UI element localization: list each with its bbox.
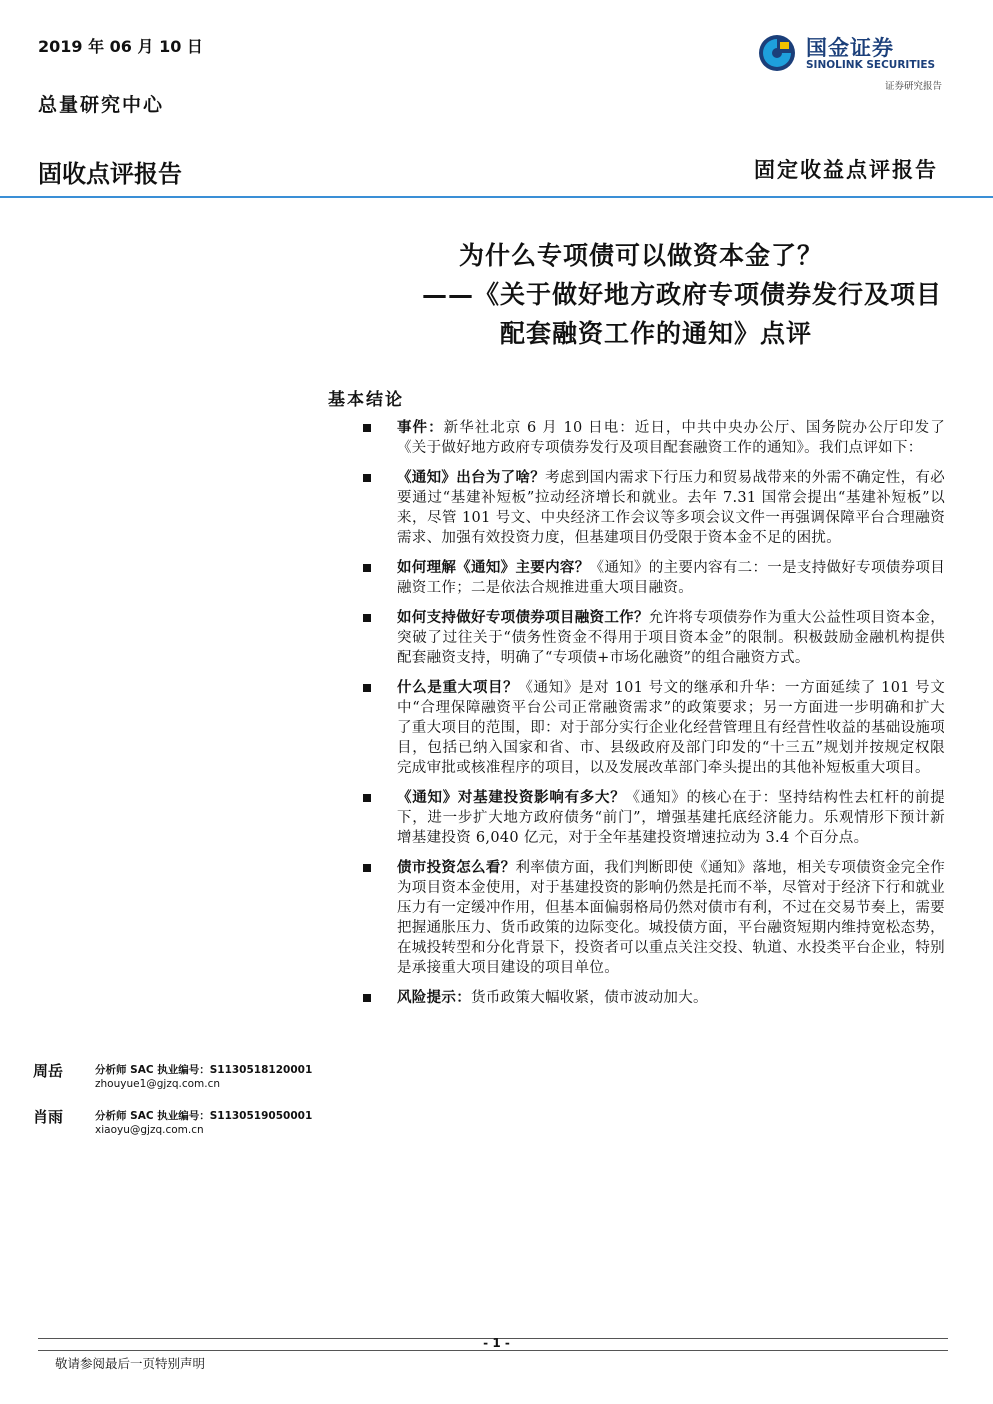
bullet-lead: 什么是重大项目？ [397,679,519,696]
bullet-square-icon [363,614,371,622]
bullet-square-icon [363,684,371,692]
list-item [360,858,945,978]
sinolink-logo-icon [758,34,796,72]
key-conclusions-list [360,418,945,1008]
analyst-certificate: 分析师 SAC 执业编号：S1130519050001 [95,1110,313,1122]
bullet-square-icon [363,864,371,872]
bullet-text: 《通知》是对 101 号文的继承和升华：一方面延续了 101 号文中“合理保障融资平台公司正常融资需求”的政策要求；另一方面进一步明确和扩大了重大项目的范围，即：对于部分实行企业化经营管理且有经营性收益的基础设施项目，包括已纳入国家和省、市、县级政府及部门印发的“十三五”规划并按规定权限完成审批或核准程序的项目，以及发展改革部门牵头提出的其他补短板重大项目。 [397,680,946,776]
bullet-text: 《通知》的主要内容有二：一是支持做好专项债券项目融资工作；二是依法合规推进重大项目融资。 [397,560,945,596]
bullet-lead: 事件： [397,419,444,436]
list-item [360,468,945,548]
analyst-email[interactable]: xiaoyu@gjzq.com.cn [95,1124,204,1136]
header-divider [0,196,993,198]
bullet-square-icon [363,794,371,802]
bullet-lead: 风险提示： [397,989,471,1006]
bullet-square-icon [363,994,371,1002]
page-number: - 1 - [483,1336,510,1350]
bullet-text: 利率债方面，我们判断即使《通知》落地，相关专项债资金完全作为项目资本金使用，对于基建投资的影响仍然是托而不举，尽管对于经济下行和就业压力有一定缓冲作用，但基本面偏弱格局仍然对债市有利，不过在交易节奏上，需要把握通胀压力、货币政策的边际变化。城投债方面，平台融资短期内维持宽松态势，在城投转型和分化背景下，投资者可以重点关注交投、轨道、水投类平台企业，特别是承接重大项目建设的项目单位。 [397,860,946,976]
list-item [360,558,945,598]
analyst-name: 肖雨 [33,1108,64,1126]
analyst-email[interactable]: zhouyue1@gjzq.com.cn [95,1078,221,1090]
logo-chinese-name: 国金证券 [806,36,894,60]
list-item [360,988,945,1008]
logo-english-name: SINOLINK SECURITIES [806,59,936,71]
bullet-lead: 债市投资怎么看？ [397,859,516,876]
report-date: 2019 年 06 月 10 日 [38,37,203,56]
report-title [330,236,942,353]
analyst-name: 周岳 [33,1062,64,1080]
list-item [360,678,945,778]
section-heading: 基本结论 [328,390,404,410]
research-center-name: 总量研究中心 [38,94,165,116]
list-item [360,608,945,668]
bullet-lead: 《通知》对基建投资影响有多大？ [397,789,626,806]
report-type-label: 固收点评报告 [38,160,182,188]
bullet-lead: 《通知》出台为了啥？ [397,469,546,486]
bullet-text: 允许将专项债券作为重大公益性项目资本金，突破了过往关于“债务性资金不得用于项目资本金”的限制。积极鼓励金融机构提供配套融资支持，明确了“专项债+市场化融资”的组合融资方式。 [397,610,946,666]
footer-divider-bottom [38,1350,948,1351]
bullet-text: 考虑到国内需求下行压力和贸易战带来的外需不确定性，有必要通过“基建补短板”拉动经济增长和就业。去年 7.31 国常会提出“基建补短板”以来，尽管 101 号文、中央经济工作会议等多项会议文件一再强调保障平台合理融资需求、加强有效投资力度，但基建项目仍受限于资本金不足的困扰。 [397,470,945,546]
bullet-lead: 如何理解《通知》主要内容？ [397,559,590,576]
list-item [360,788,945,848]
bullet-square-icon [363,474,371,482]
analyst-certificate: 分析师 SAC 执业编号：S1130518120001 [95,1064,313,1076]
title-line-1: 为什么专项债可以做资本金了？ [458,241,823,270]
report-category-label: 固定收益点评报告 [754,157,938,182]
logo-subtitle: 证券研究报告 [884,81,942,92]
bullet-text: 新华社北京 6 月 10 日电：近日，中共中央办公厅、国务院办公厅印发了《关于做好地方政府专项债券发行及项目配套融资工作的通知》。我们点评如下： [397,420,945,456]
title-line-3: 配套融资工作的通知》点评 [499,319,812,348]
list-item [360,418,945,458]
bullet-lead: 如何支持做好专项债券项目融资工作？ [397,609,649,626]
title-line-2: ——《关于做好地方政府专项债券发行及项目 [421,280,942,309]
bullet-square-icon [363,564,371,572]
company-logo [758,30,948,92]
bullet-text: 货币政策大幅收紧，债市波动加大。 [471,990,708,1006]
bullet-square-icon [363,424,371,432]
footer-disclaimer: 敬请参阅最后一页特别声明 [55,1356,206,1371]
bullet-text: 《通知》的核心在于：坚持结构性去杠杆的前提下，进一步扩大地方政府债务“前门”，增强基建托底经济能力。乐观情形下预计新增基建投资 6,040 亿元，对于全年基建投资增速拉动为 3.4 个百分点。 [397,790,945,846]
